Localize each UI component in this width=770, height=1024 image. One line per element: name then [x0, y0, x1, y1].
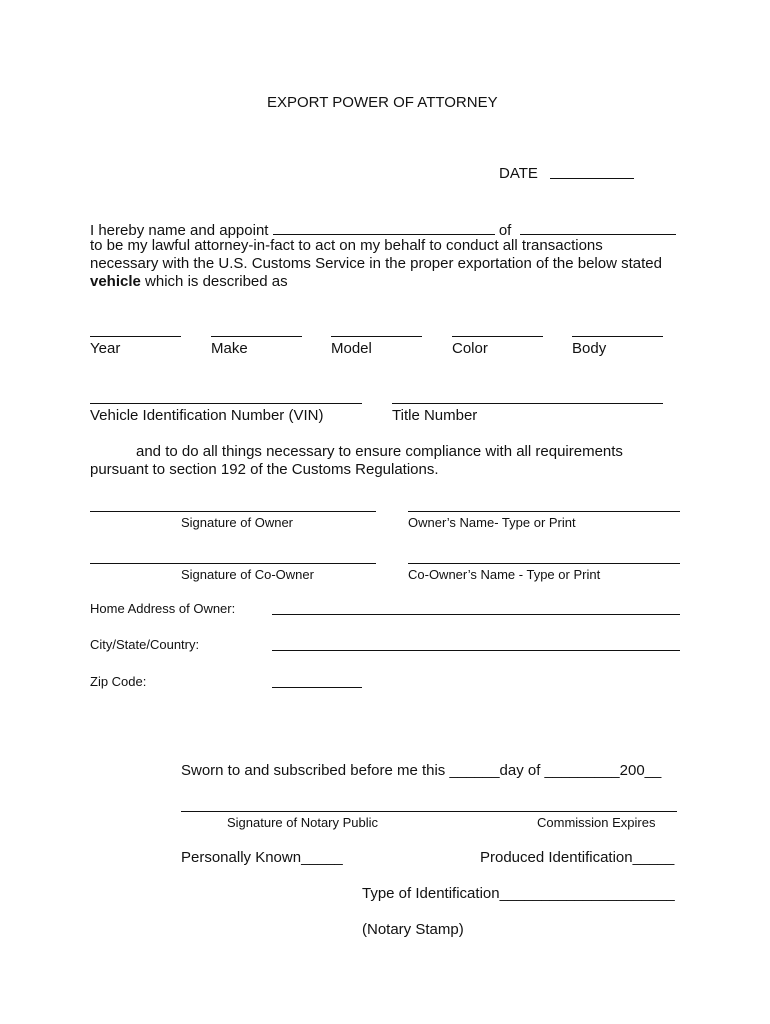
intro-line-2: to be my lawful attorney-in-fact to act on my behalf to conduct all transactions: [90, 237, 603, 254]
make-label: Make: [211, 340, 248, 357]
personally-known: Personally Known_____: [181, 849, 343, 866]
compliance-line-1: and to do all things necessary to ensure compliance with all requirements: [136, 443, 623, 460]
year-label: Year: [90, 340, 121, 357]
produced-identification: Produced Identification_____: [480, 849, 675, 866]
zip-code-label: Zip Code:: [90, 674, 147, 689]
notary-signature-label: Signature of Notary Public: [227, 815, 379, 830]
owner-name-label: Owner’s Name- Type or Print: [408, 515, 576, 530]
model-label: Model: [331, 340, 372, 357]
compliance-line-2: pursuant to section 192 of the Customs Regulations.: [90, 461, 439, 478]
owner-signature-label: Signature of Owner: [181, 515, 294, 530]
date-label: DATE: [499, 165, 538, 182]
of-text: of: [498, 222, 512, 239]
intro-line-3: necessary with the U.S. Customs Service in the proper exportation of the below stated: [90, 255, 662, 272]
owner-name-field[interactable]: [408, 511, 680, 512]
home-address-field[interactable]: [272, 614, 680, 615]
body-label: Body: [572, 340, 607, 357]
title-number-label: Title Number: [392, 407, 478, 424]
notary-signature-field[interactable]: [181, 811, 677, 812]
notary-stamp-label: (Notary Stamp): [362, 921, 464, 938]
date-field[interactable]: [550, 178, 634, 179]
type-of-identification: Type of Identification_____________________: [362, 885, 675, 902]
color-label: Color: [452, 340, 488, 357]
described-text: which is described as: [145, 273, 288, 290]
coowner-signature-label: Signature of Co-Owner: [181, 567, 314, 582]
make-field[interactable]: [211, 336, 302, 337]
intro-line-4: [90, 273, 288, 291]
coowner-name-label: Co-Owner’s Name - Type or Print: [408, 567, 601, 582]
document-title: EXPORT POWER OF ATTORNEY: [267, 94, 498, 111]
attorney-location-field[interactable]: [520, 220, 676, 235]
sworn-statement: Sworn to and subscribed before me this ______day of _________200__: [181, 762, 662, 779]
city-state-country-label: City/State/Country:: [90, 637, 200, 652]
title-number-field[interactable]: [392, 403, 663, 404]
color-field[interactable]: [452, 336, 543, 337]
year-field[interactable]: [90, 336, 181, 337]
attorney-name-field[interactable]: [273, 220, 495, 235]
vin-label: Vehicle Identification Number (VIN): [90, 407, 324, 424]
coowner-name-field[interactable]: [408, 563, 680, 564]
vin-field[interactable]: [90, 403, 362, 404]
city-state-country-field[interactable]: [272, 650, 680, 651]
vehicle-word: vehicle: [90, 273, 141, 290]
coowner-signature-field[interactable]: [90, 563, 376, 564]
appoint-text: I hereby name and appoint: [90, 222, 269, 239]
owner-signature-field[interactable]: [90, 511, 376, 512]
body-field[interactable]: [572, 336, 663, 337]
zip-code-field[interactable]: [272, 687, 362, 688]
home-address-label: Home Address of Owner:: [90, 601, 236, 616]
model-field[interactable]: [331, 336, 422, 337]
commission-expires-label: Commission Expires: [537, 815, 656, 830]
